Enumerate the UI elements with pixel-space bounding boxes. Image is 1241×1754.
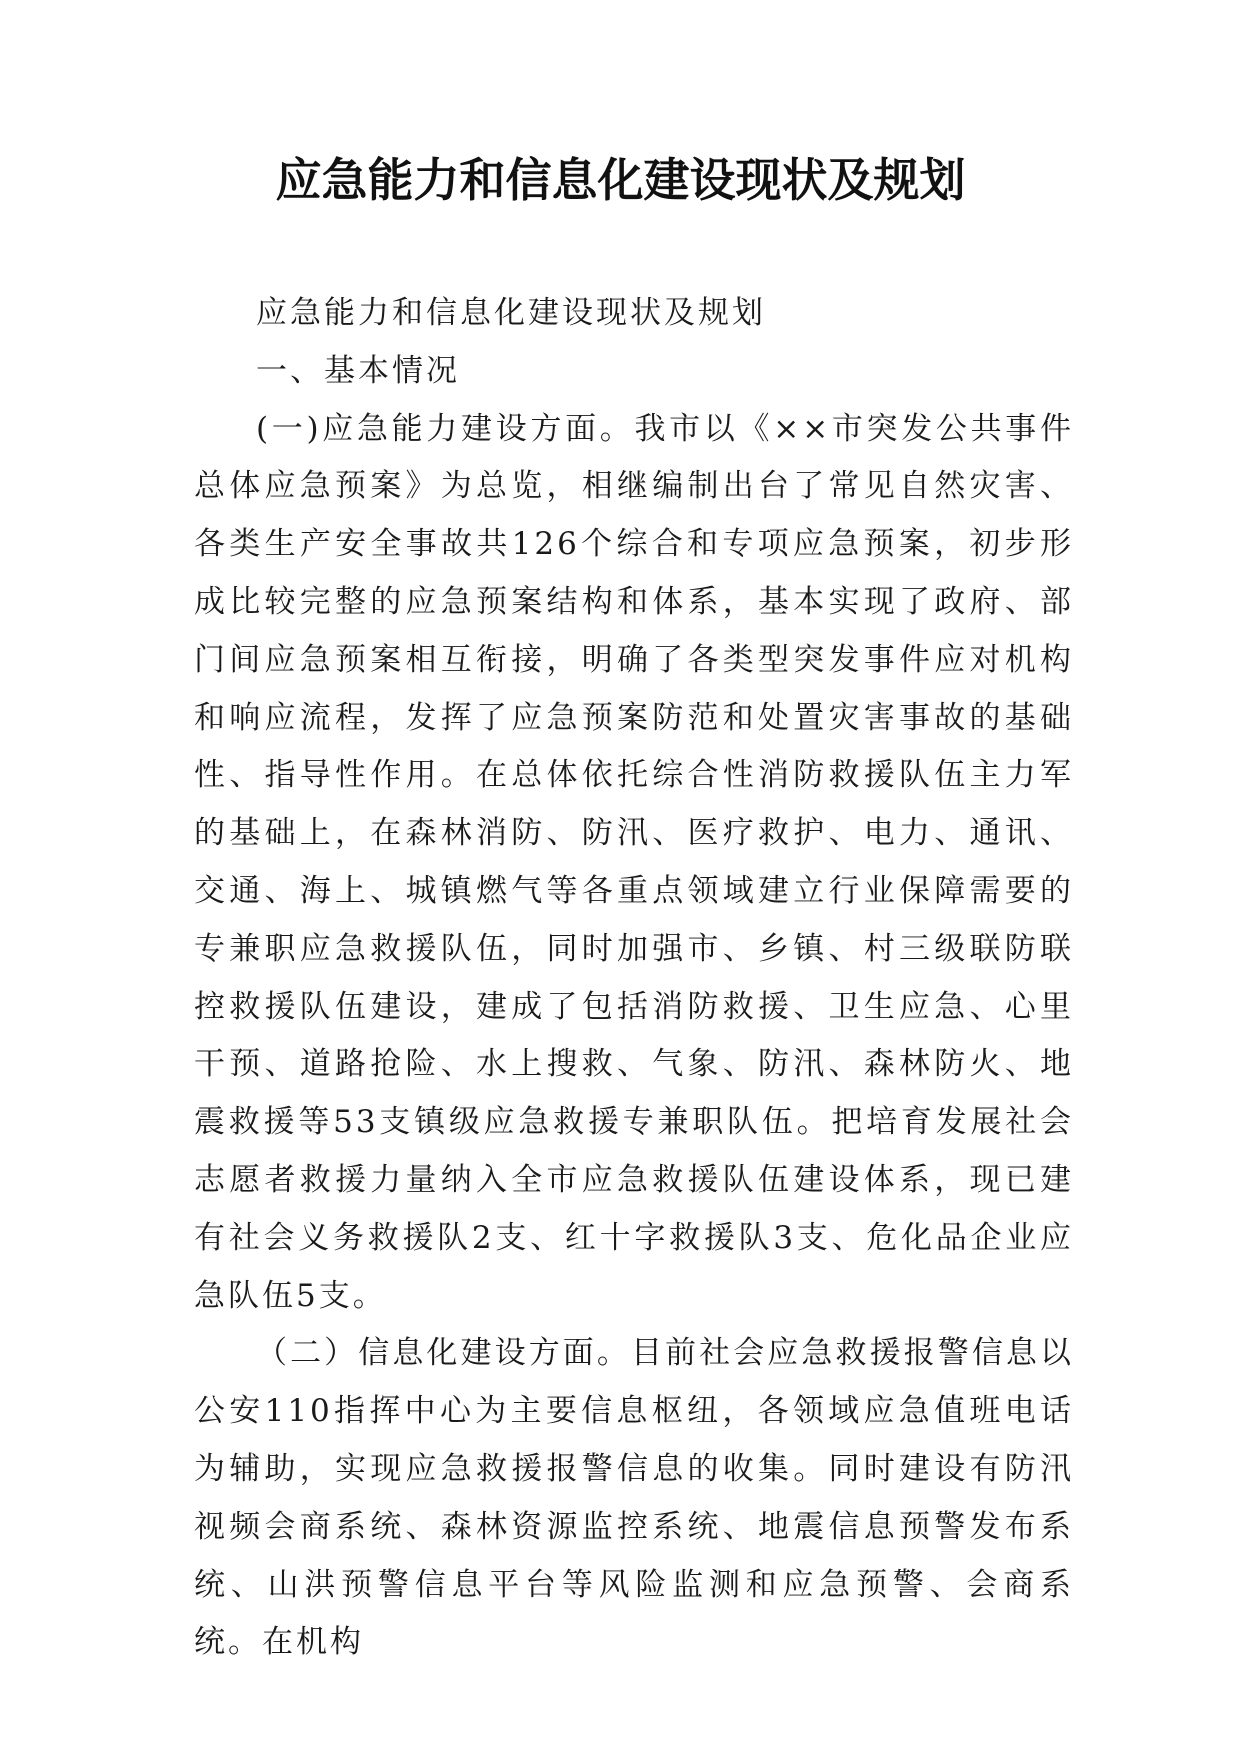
document-title: 应急能力和信息化建设现状及规划	[275, 153, 966, 207]
paragraph-subtitle: 应急能力和信息化建设现状及规划	[256, 295, 766, 331]
paragraph-section-heading: 一、基本情况	[256, 352, 460, 389]
paragraph-emergency-capability: (一)应急能力建设方面。我市以《××市突发公共事件总体应急预案》为总览，相继编制出台了常见自然灾害、各类生产安全事故共126个综合和专项应急预案，初步形成比较完整的应急预案结构和体系，基本实现了政府、部门间应急预案相互衔接，明确了各类型突发事件应对机构和响应流程，发挥了应急预案防范和处置灾害事故的基础性、指导性作用。在总体依托综合性消防救援队伍主力军的基础上，在森林消防、防汛、医疗救护、电力、通讯、交通、海上、城镇燃气等各重点领域建立行业保障需要的专兼职应急救援队伍，同时加强市、乡镇、村三级联防联控救援队伍建设，建成了包括消防救援、卫生应急、心里干预、道路抢险、水上搜救、气象、防汛、森林防火、地震救援等53支镇级应急救援专兼职队伍。把培育发展社会志愿者救援力量纳入全市应急救援队伍建设体系，现已建有社会义务救援队2支、红十字救援队3支、危化品企业应急队伍5支。	[194, 410, 1074, 1314]
paragraph-informatization: （二）信息化建设方面。目前社会应急救援报警信息以公安110指挥中心为主要信息枢纽，各领域应急值班电话为辅助，实现应急救援报警信息的收集。同时建设有防汛视频会商系统、森林资源监控系统、地震信息预警发布系统、山洪预警信息平台等风险监测和应急预警、会商系统。在机构	[194, 1335, 1074, 1661]
document-body	[194, 285, 1074, 1672]
